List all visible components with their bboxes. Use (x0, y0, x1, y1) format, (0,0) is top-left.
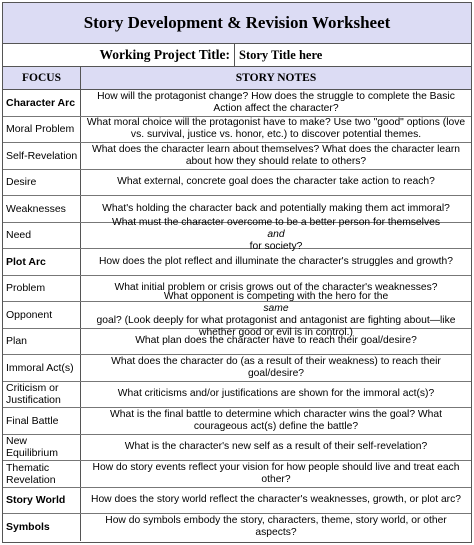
table-header (3, 67, 471, 90)
focus-cell: Plot Arc (3, 249, 81, 275)
note-cell: What does the character do (as a result of their weakness) to reach their goal/desire? (111, 355, 441, 379)
focus-cell: Opponent (3, 302, 81, 328)
note-cell: How do symbols embody the story, characters, theme, story world, or other aspects? (105, 515, 447, 539)
note-text: What must the character overcome to be a better person for themselves (112, 217, 440, 229)
note-cell: What's holding the character back and potentially making them act immoral? (102, 202, 450, 214)
note-text: What opponent is competing with the hero for the (163, 290, 389, 302)
focus-cell: Need (3, 223, 81, 249)
note-text: goal? (Look deeply for what protagonist and antagonist are fighting about—like whether good or evil is in control.) (96, 314, 456, 338)
focus-cell: Desire (3, 170, 81, 196)
table-row (3, 90, 471, 117)
focus-cell: Plan (3, 329, 81, 355)
table-row (3, 355, 471, 382)
note-cell: How do story events reflect your vision for how people should live and treat each other? (92, 461, 460, 485)
focus-cell: Thematic Revelation (3, 461, 81, 487)
note-cell: What criticisms and/or justifications are shown for the immoral act(s)? (117, 388, 435, 400)
project-title-row (3, 44, 471, 67)
note-cell: What is the character's new self as a result of their self-revelation? (124, 441, 428, 453)
focus-column-header: FOCUS (3, 67, 81, 89)
table-row (3, 143, 471, 170)
note-emphasis: and (267, 229, 285, 241)
table-row (3, 117, 471, 144)
notes-column-header: STORY NOTES (235, 72, 317, 84)
focus-cell: Immoral Act(s) (3, 355, 81, 381)
note-cell: What does the character learn about themselves? What does the character learn about how they should relate to others? (91, 143, 461, 167)
focus-cell: Weaknesses (3, 196, 81, 222)
focus-cell: Criticism or Justification (3, 382, 81, 408)
focus-cell: Self-Revelation (3, 143, 81, 169)
note-cell: How does the plot reflect and illuminate the character's struggles and growth? (99, 255, 453, 267)
project-title-field[interactable]: Story Title here (235, 44, 471, 66)
focus-cell: Final Battle (3, 408, 81, 434)
focus-cell: Story World (3, 488, 81, 514)
table-row (3, 329, 471, 356)
focus-cell: Moral Problem (3, 117, 81, 143)
focus-cell: New Equilibrium (3, 435, 81, 461)
note-cell: How does the story world reflect the character's weaknesses, growth, or plot arc? (91, 494, 461, 506)
focus-cell: Character Arc (3, 90, 81, 116)
table-row (3, 290, 471, 338)
focus-cell: Symbols (3, 514, 81, 541)
table-row (3, 382, 471, 409)
worksheet-title: Story Development & Revision Worksheet (3, 3, 471, 44)
note-cell: What moral choice will the protagonist have to make? Use two "good" options (love vs. survival, justice vs. honor, etc.) to discover potential themes. (86, 117, 466, 141)
table-row (3, 461, 471, 488)
table-row (3, 217, 471, 253)
note-cell: What is the final battle to determine which character wins the goal? What courageous act(s) define the battle? (110, 408, 442, 432)
note-cell: How will the protagonist change? How does the struggle to complete the Basic Action affect the character? (97, 90, 455, 114)
table-row (3, 435, 471, 462)
note-cell (81, 290, 471, 338)
note-emphasis: same (263, 302, 289, 314)
note-cell: What initial problem or crisis grows out of the character's weaknesses? (114, 282, 438, 294)
table-row (3, 514, 471, 541)
table-row (3, 488, 471, 515)
table-row (3, 408, 471, 435)
note-text: for society? (249, 241, 303, 253)
table-row (3, 249, 471, 276)
note-cell (81, 217, 471, 253)
worksheet (2, 2, 472, 543)
table-row (3, 170, 471, 197)
note-cell: What plan does the character have to reach their goal/desire? (135, 335, 417, 347)
focus-cell: Problem (3, 276, 81, 302)
project-title-label: Working Project Title: (3, 44, 235, 66)
note-cell: What external, concrete goal does the character take action to reach? (117, 176, 435, 188)
